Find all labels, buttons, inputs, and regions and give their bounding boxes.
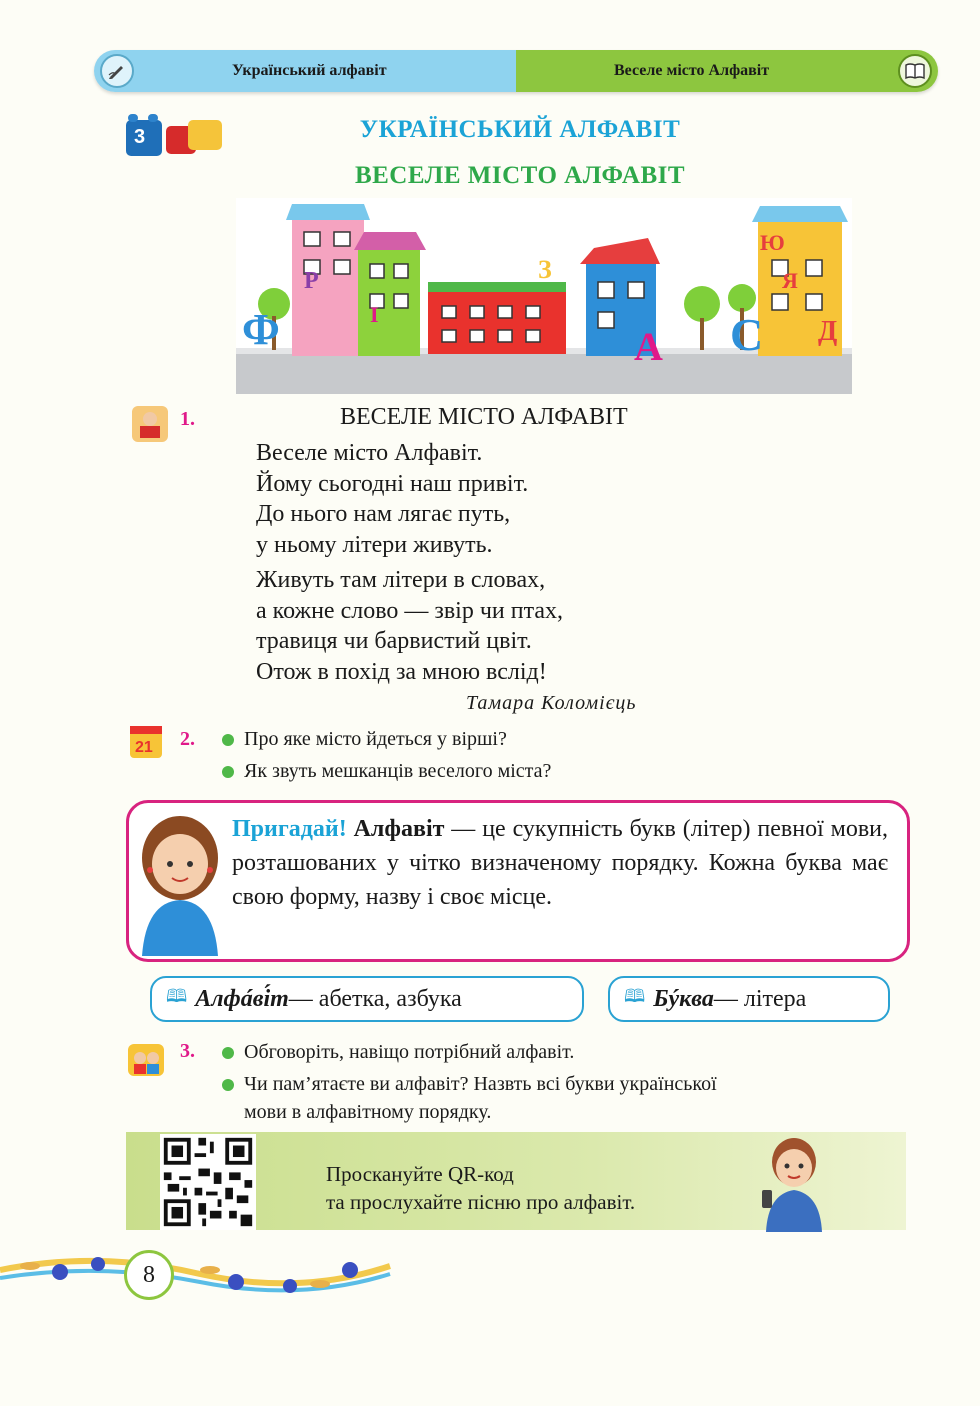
qr-instructions — [326, 1160, 635, 1216]
calendar-number: 21 — [135, 739, 153, 756]
letter-d: Д — [818, 316, 838, 347]
header-right-title: Веселе місто Алфавіт — [614, 62, 770, 79]
vocab-pill-alphabet — [150, 976, 584, 1022]
vocab-term: Алфáві́т — [195, 985, 289, 1012]
book-icon: 🕮 — [166, 986, 188, 1007]
poem-line: у ньому літери живуть. — [256, 531, 493, 558]
letter-r: Р — [304, 268, 319, 294]
letter-yu: Ю — [760, 230, 785, 255]
poem-line: До нього нам лягає путь, — [256, 501, 511, 527]
letter-s: С — [730, 309, 764, 360]
page-title: УКРАЇНСЬКИЙ АЛФАВІТ — [359, 116, 681, 143]
task2-question-1 — [222, 728, 507, 751]
remember-text — [232, 812, 888, 914]
task-text: мови в алфавітному порядку. — [244, 1101, 492, 1123]
poem-stanza-1 — [256, 438, 528, 560]
poem-author: Тамара Коломієць — [466, 692, 637, 714]
question-text: Як звуть мешканців веселого міста? — [244, 760, 552, 782]
remember-definition: — це сукупність букв (літер) певної мови, розташованих у чітко визначеному порядку. Кожна буква має свою форму, назву і своє місце. — [232, 816, 888, 910]
bullet-dot — [222, 1079, 234, 1091]
header-right-section — [516, 50, 938, 92]
task3-number: 3. — [180, 1040, 195, 1062]
task-text: Чи пам’ятаєте ви алфавіт? Назвть всі букви української — [244, 1073, 717, 1095]
bullet-dot — [222, 734, 234, 746]
remember-term: Алфавіт — [353, 816, 445, 842]
poem-line: Отож в похід за мною вслід! — [256, 658, 547, 685]
task1-number: 1. — [180, 408, 195, 430]
question-text: Про яке місто йдеться у вірші? — [244, 728, 507, 750]
letter-a: А — [634, 324, 663, 369]
discussion-icon — [126, 1040, 166, 1080]
wheat-flower-decoration — [0, 1240, 400, 1310]
brick-stud — [128, 114, 138, 122]
page-number: 8 — [124, 1250, 174, 1300]
pen-icon — [100, 54, 134, 88]
girl-illustration — [132, 806, 228, 958]
lesson-number: 3 — [134, 126, 146, 148]
poem-line: Йому сьогодні наш привіт. — [256, 470, 529, 497]
qr-line-1: Проскануйте QR-код — [326, 1162, 514, 1186]
task3-item-2-continued — [244, 1101, 491, 1124]
calendar-icon — [126, 722, 166, 762]
task2-question-2 — [222, 760, 551, 783]
page-subtitle: ВЕСЕЛЕ МІСТО АЛФАВІТ — [354, 162, 686, 189]
letter-f: Ф — [242, 305, 280, 354]
header-left-title: Український алфавіт — [232, 62, 387, 79]
header-left-section — [94, 50, 516, 92]
letter-ya: Я — [782, 268, 798, 293]
letter-z: З — [538, 255, 552, 284]
vocab-term: Бýква — [653, 985, 714, 1012]
pink-building — [292, 218, 364, 356]
red-building — [428, 288, 566, 354]
qr-line-2: та прослухайте пісню про алфавіт. — [326, 1190, 636, 1214]
letter-i: І — [370, 302, 379, 327]
task-text: Обговоріть, навіщо потрібний алфавіт. — [244, 1041, 575, 1063]
poem-stanza-2 — [256, 565, 563, 687]
task3-item-2 — [222, 1073, 717, 1096]
poem-line: Веселе місто Алфавіт. — [256, 440, 483, 466]
reading-task-icon — [130, 404, 170, 444]
brick-stud — [148, 114, 158, 122]
vocab-pill-letter — [608, 976, 890, 1022]
poem-line: а кожне слово — звір чи птах, — [256, 597, 564, 624]
task2-number: 2. — [180, 728, 195, 750]
vocab-definition: — літера — [713, 985, 807, 1012]
qr-code[interactable] — [160, 1134, 256, 1230]
vocab-definition: — абетка, азбука — [288, 985, 462, 1012]
boy-illustration — [754, 1132, 834, 1232]
bullet-dot — [222, 1047, 234, 1059]
city-illustration — [236, 198, 852, 394]
green-building — [358, 248, 420, 356]
book-icon — [898, 54, 932, 88]
poem-title: ВЕСЕЛЕ МІСТО АЛФАВІТ — [340, 404, 628, 430]
book-icon: 🕮 — [624, 986, 646, 1007]
remember-label: Пригадай! — [232, 816, 347, 842]
bullet-dot — [222, 766, 234, 778]
task3-item-1 — [222, 1041, 574, 1064]
poem-line: Живуть там літери в словах, — [256, 567, 546, 593]
header-bar — [94, 50, 938, 92]
poem-line: травиця чи барвистий цвіт. — [256, 628, 532, 654]
